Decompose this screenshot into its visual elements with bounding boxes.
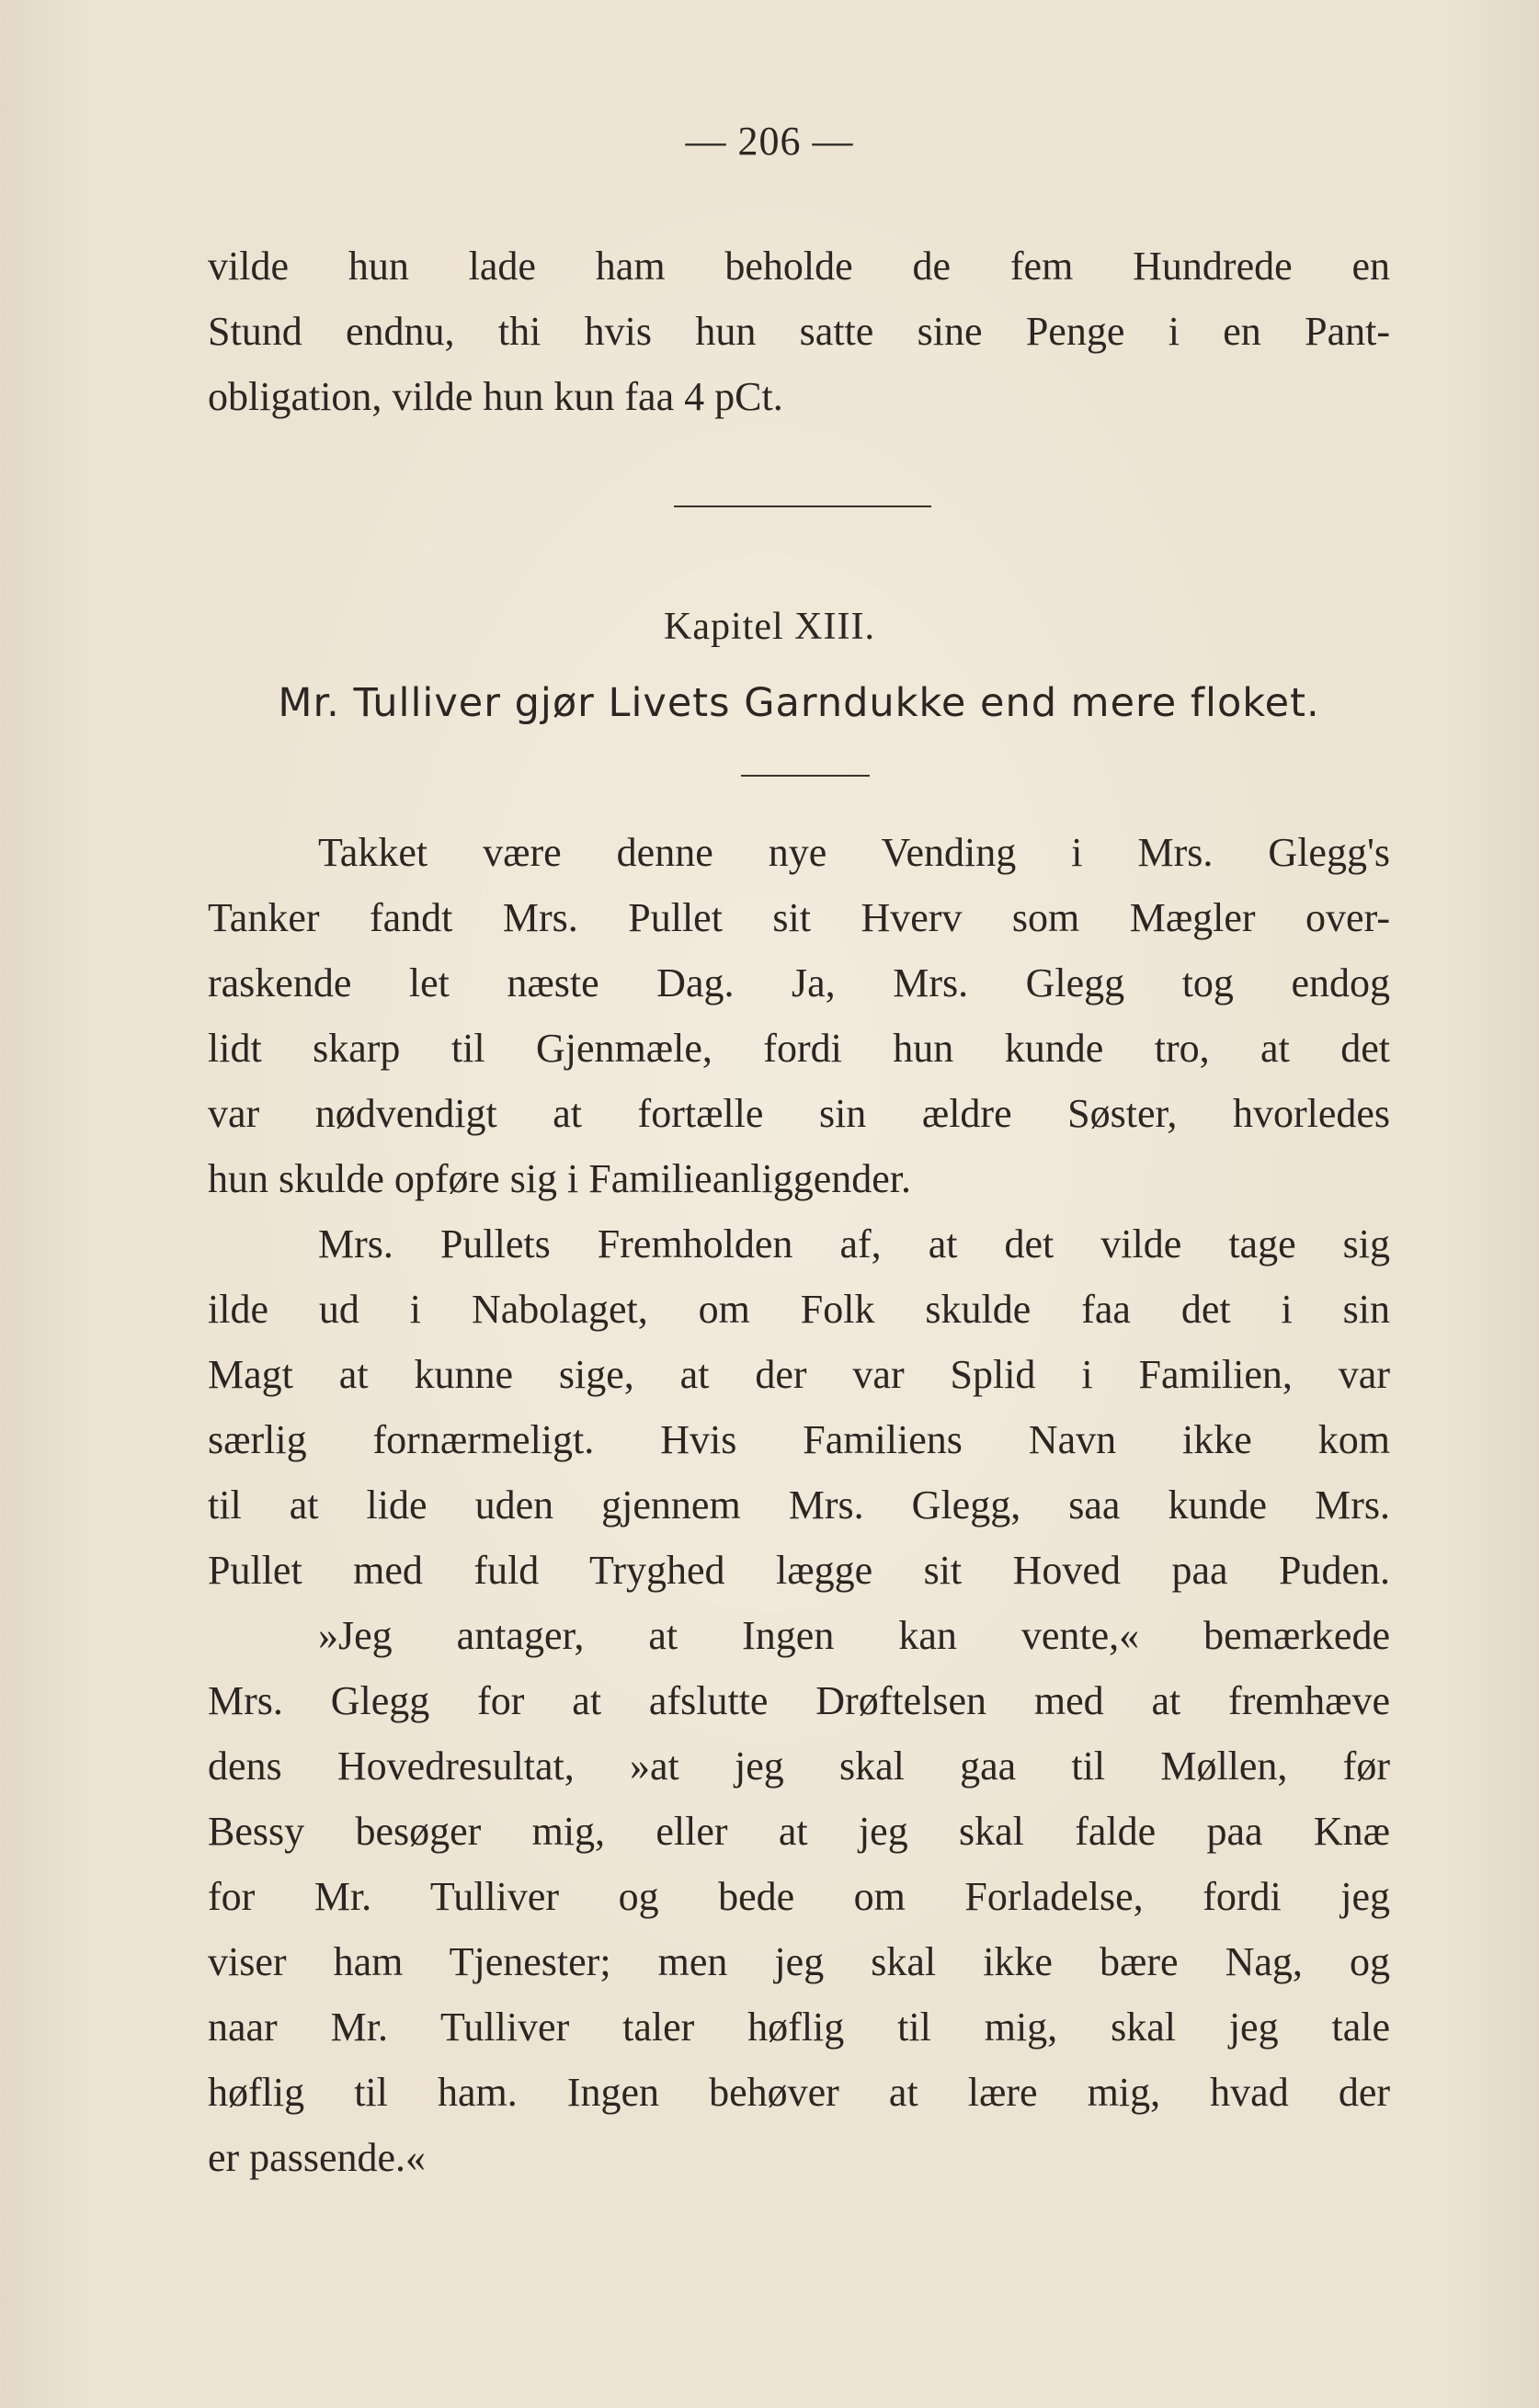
page-number: — 206 — [685,119,854,164]
text-line: Tanker fandt Mrs. Pullet sit Hverv som Mægler over- [208,895,1390,940]
title-divider [741,775,870,777]
text-line: hun skulde opføre sig i Familieanliggender. [208,1156,911,1201]
text-line: lidt skarp til Gjenmæle, fordi hun kunde tro, at det [208,1026,1390,1071]
text-line: høflig til ham. Ingen behøver at lære mig, hvad der [208,2070,1390,2115]
text-line: »Jeg antager, at Ingen kan vente,« bemærkede [318,1613,1390,1658]
paragraph-1 [208,820,1390,1211]
text-line: Bessy besøger mig, eller at jeg skal falde paa Knæ [208,1809,1390,1854]
intro-paragraph [208,233,1390,429]
text-line: Stund endnu, thi hvis hun satte sine Penge i en Pant- [208,309,1390,354]
paragraph-2 [208,1211,1390,1603]
section-divider [674,505,931,507]
text-line: obligation, vilde hun kun faa 4 pCt. [208,374,783,419]
chapter-title: Mr. Tulliver gjør Livets Garndukke end mere floket. [278,680,1320,726]
text-line: naar Mr. Tulliver taler høflig til mig, skal jeg tale [208,2005,1390,2050]
text-line: til at lide uden gjennem Mrs. Glegg, saa kunde Mrs. [208,1482,1390,1528]
text-line: Mrs. Pullets Fremholden af, at det vilde tage sig [318,1221,1390,1266]
text-line: er passende.« [208,2135,427,2180]
text-line: ilde ud i Nabolaget, om Folk skulde faa det i sin [208,1287,1390,1332]
text-line: særlig fornærmeligt. Hvis Familiens Navn ikke kom [208,1417,1390,1462]
text-line: viser ham Tjenester; men jeg skal ikke bære Nag, og [208,1939,1390,1984]
chapter-number: Kapitel XIII. [664,606,875,648]
text-line: for Mr. Tulliver og bede om Forladelse, fordi jeg [208,1874,1390,1919]
text-line: dens Hovedresultat, »at jeg skal gaa til Møllen, før [208,1744,1390,1789]
text-line: var nødvendigt at fortælle sin ældre Søster, hvorledes [208,1091,1390,1136]
text-line: Pullet med fuld Tryghed lægge sit Hoved paa Puden. [208,1548,1390,1593]
text-line: Magt at kunne sige, at der var Splid i Familien, var [208,1352,1390,1397]
text-line: Mrs. Glegg for at afslutte Drøftelsen med at fremhæve [208,1678,1390,1723]
text-line: raskende let næste Dag. Ja, Mrs. Glegg tog endog [208,960,1390,1005]
text-line: Takket være denne nye Vending i Mrs. Glegg's [318,830,1390,875]
paragraph-3 [208,1603,1390,2190]
text-line: vilde hun lade ham beholde de fem Hundrede en [208,244,1390,289]
